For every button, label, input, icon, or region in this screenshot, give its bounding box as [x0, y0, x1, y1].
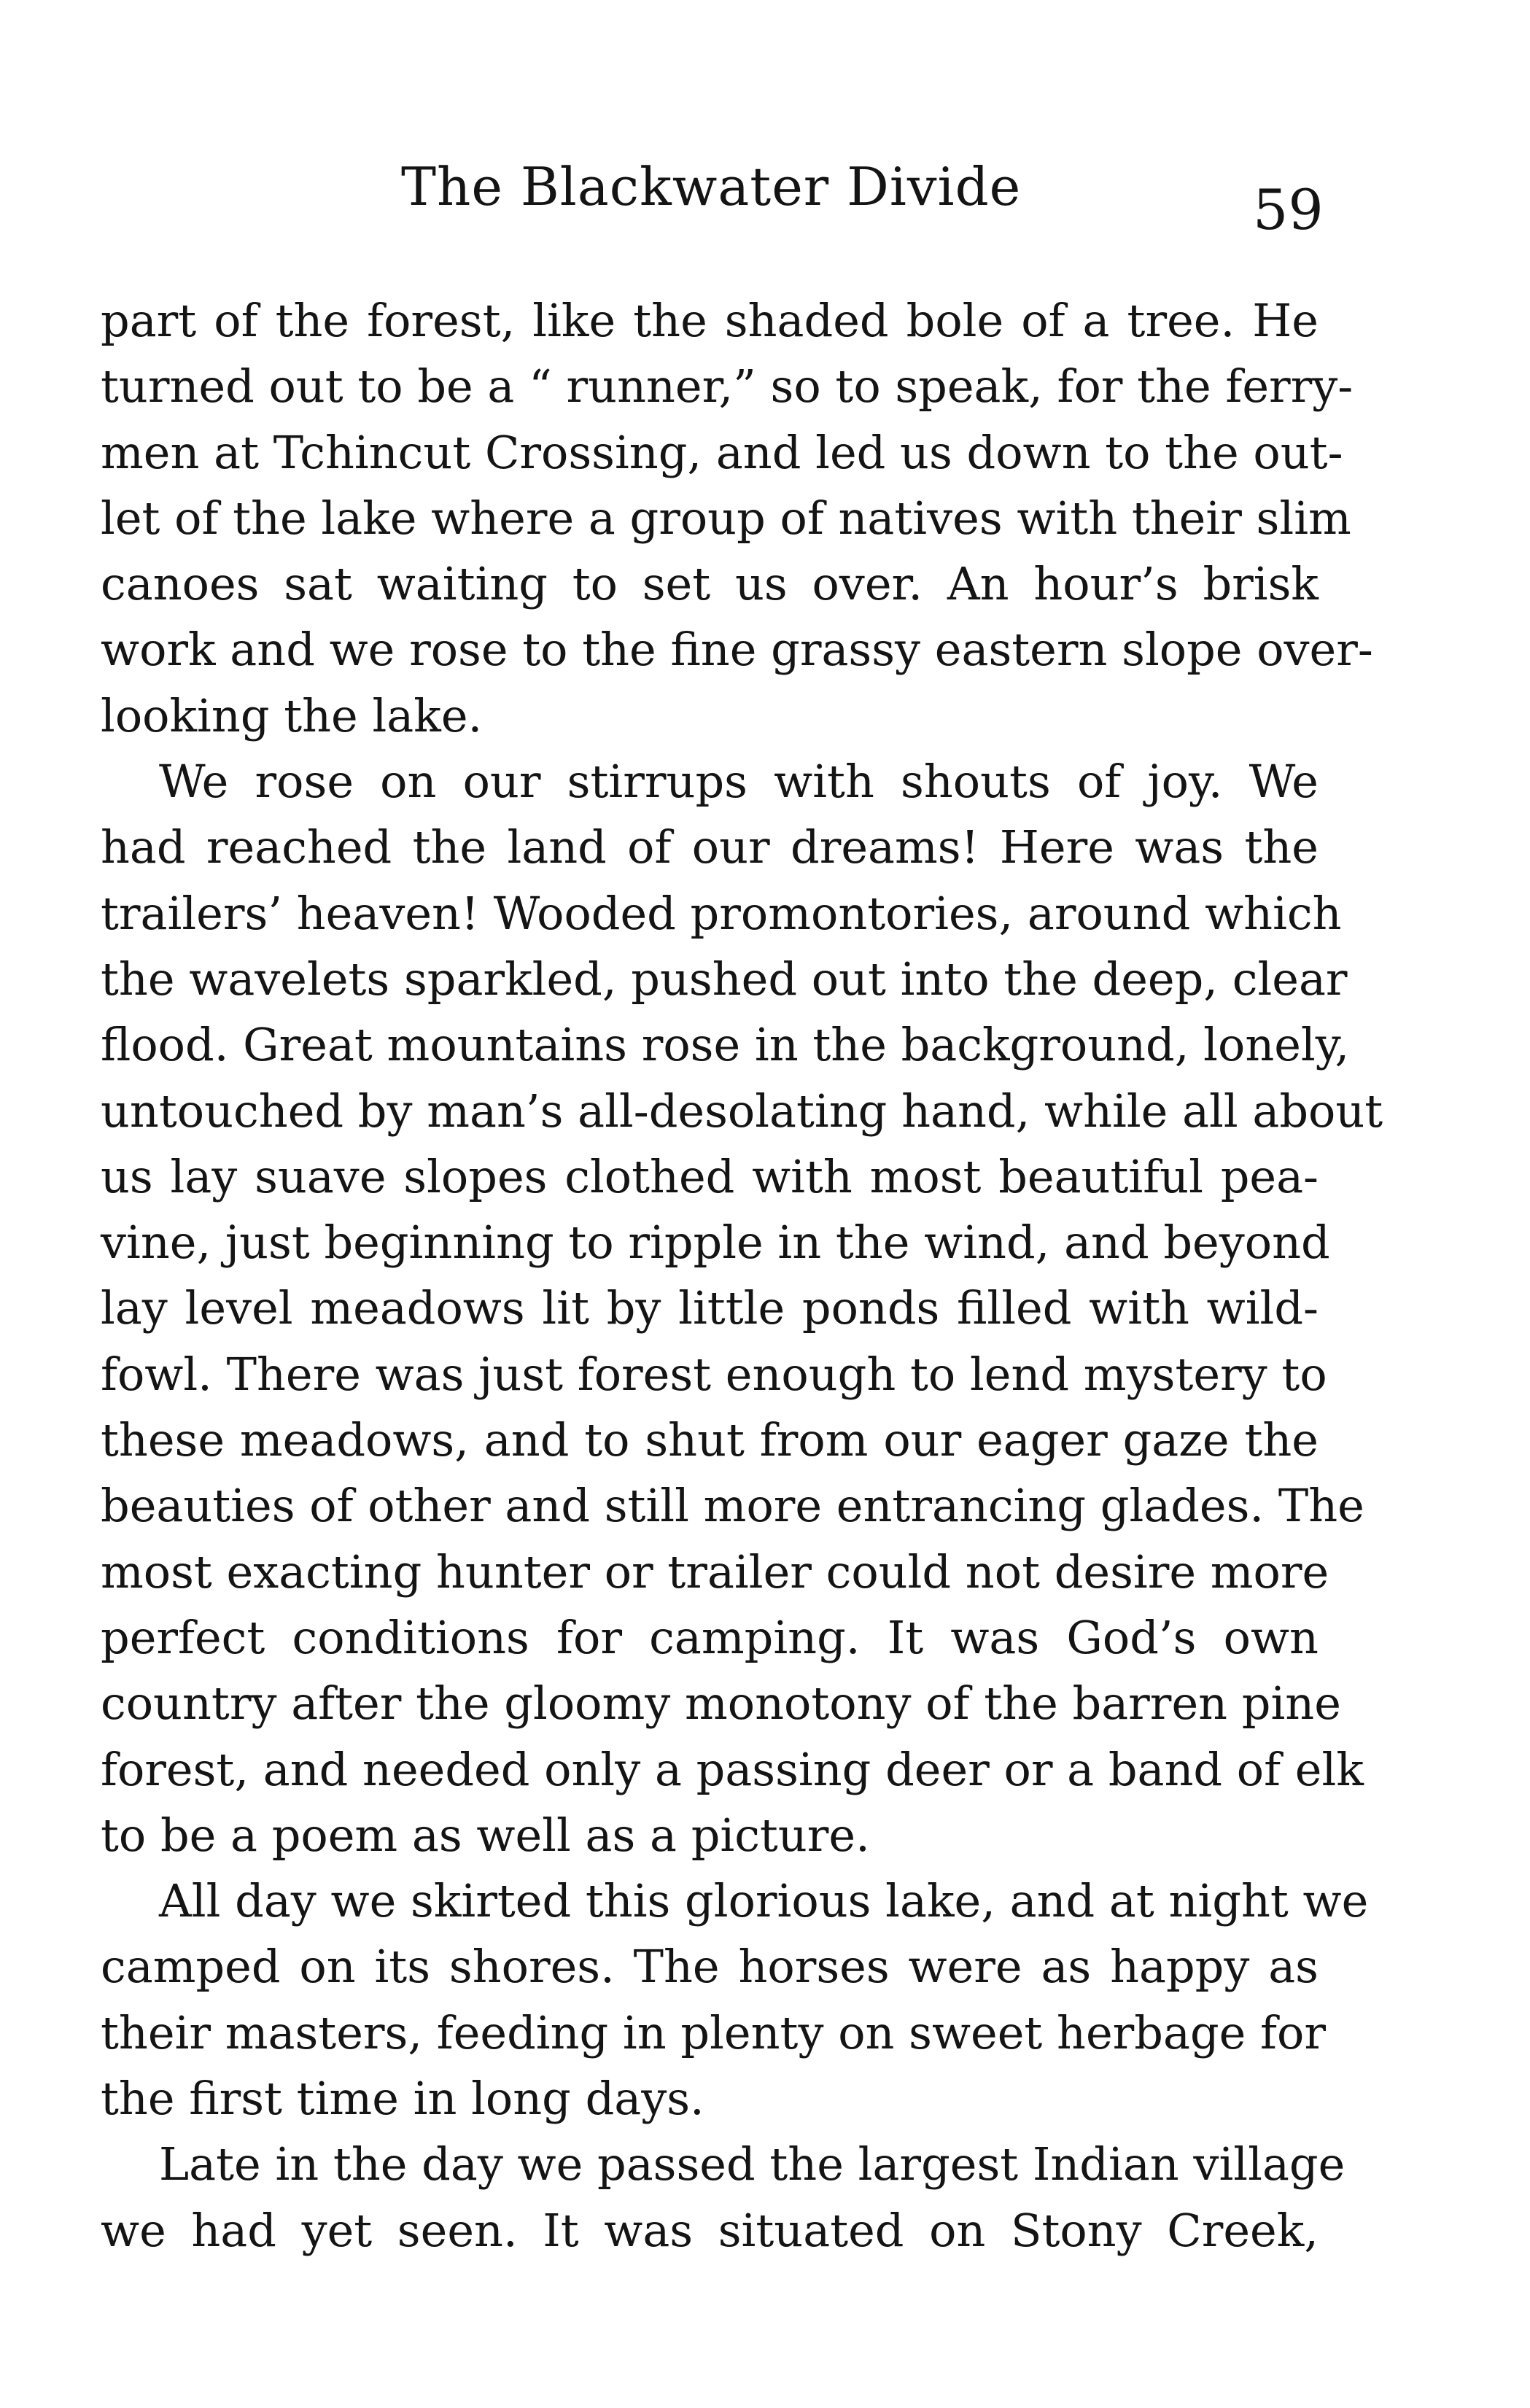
text-line: the wavelets sparkled, pushed out into the deep, clear	[101, 952, 1348, 1006]
paragraph-start-line: Late in the day we passed the largest Indian village	[159, 2137, 1345, 2191]
text-line: looking the lake.	[101, 688, 483, 742]
text-line: let of the lake where a group of natives with their slim	[101, 491, 1351, 545]
text-line: perfect conditions for camping. It was God’s own	[101, 1610, 1319, 1664]
running-head-title: The Blackwater Divide	[401, 156, 1022, 217]
text-line: turned out to be a “ runner,” so to speak, for the ferry-	[101, 360, 1354, 413]
text-line: most exacting hunter or trailer could not desire more	[101, 1545, 1329, 1599]
text-line: fowl. There was just forest enough to lend mystery to	[101, 1347, 1327, 1401]
text-line: country after the gloomy monotony of the barren pine	[101, 1677, 1341, 1731]
paragraph-start-line: We rose on our stirrups with shouts of joy. We	[159, 755, 1319, 809]
body-text	[101, 288, 1383, 2264]
text-line: untouched by man’s all-desolating hand, while all about	[101, 1084, 1383, 1138]
text-line: these meadows, and to shut from our eager gaze the	[101, 1413, 1319, 1467]
text-line: we had yet seen. It was situated on Stony Creek,	[101, 2203, 1319, 2257]
text-line: trailers’ heaven! Wooded promontories, around which	[101, 886, 1342, 940]
text-line: camped on its shores. The horses were as happy as	[101, 1940, 1319, 1994]
text-line: vine, just beginning to ripple in the wind, and beyond	[101, 1216, 1330, 1270]
text-line: men at Tchincut Crossing, and led us down to the out-	[101, 425, 1343, 479]
page-number: 59	[1253, 177, 1324, 242]
text-line: work and we rose to the fine grassy eastern slope over-	[101, 623, 1373, 677]
text-line: flood. Great mountains rose in the background, lonely,	[101, 1018, 1350, 1072]
text-line: the first time in long days.	[101, 2072, 704, 2126]
paragraph-start-line: All day we skirted this glorious lake, and at night we	[159, 1874, 1369, 1928]
text-line: us lay suave slopes clothed with most beautiful pea-	[101, 1149, 1319, 1203]
text-line: to be a poem as well as a picture.	[101, 1808, 870, 1862]
text-line: lay level meadows lit by little ponds filled with wild-	[101, 1281, 1319, 1335]
text-line: beauties of other and still more entrancing glades. The	[101, 1479, 1364, 1533]
text-line: forest, and needed only a passing deer or a band of elk	[101, 1742, 1364, 1796]
text-line: part of the forest, like the shaded bole of a tree. He	[101, 294, 1319, 347]
text-line: had reached the land of our dreams! Here was the	[101, 820, 1319, 874]
text-line: canoes sat waiting to set us over. An hour’s brisk	[101, 557, 1319, 611]
text-line: their masters, feeding in plenty on sweet herbage for	[101, 2005, 1326, 2059]
